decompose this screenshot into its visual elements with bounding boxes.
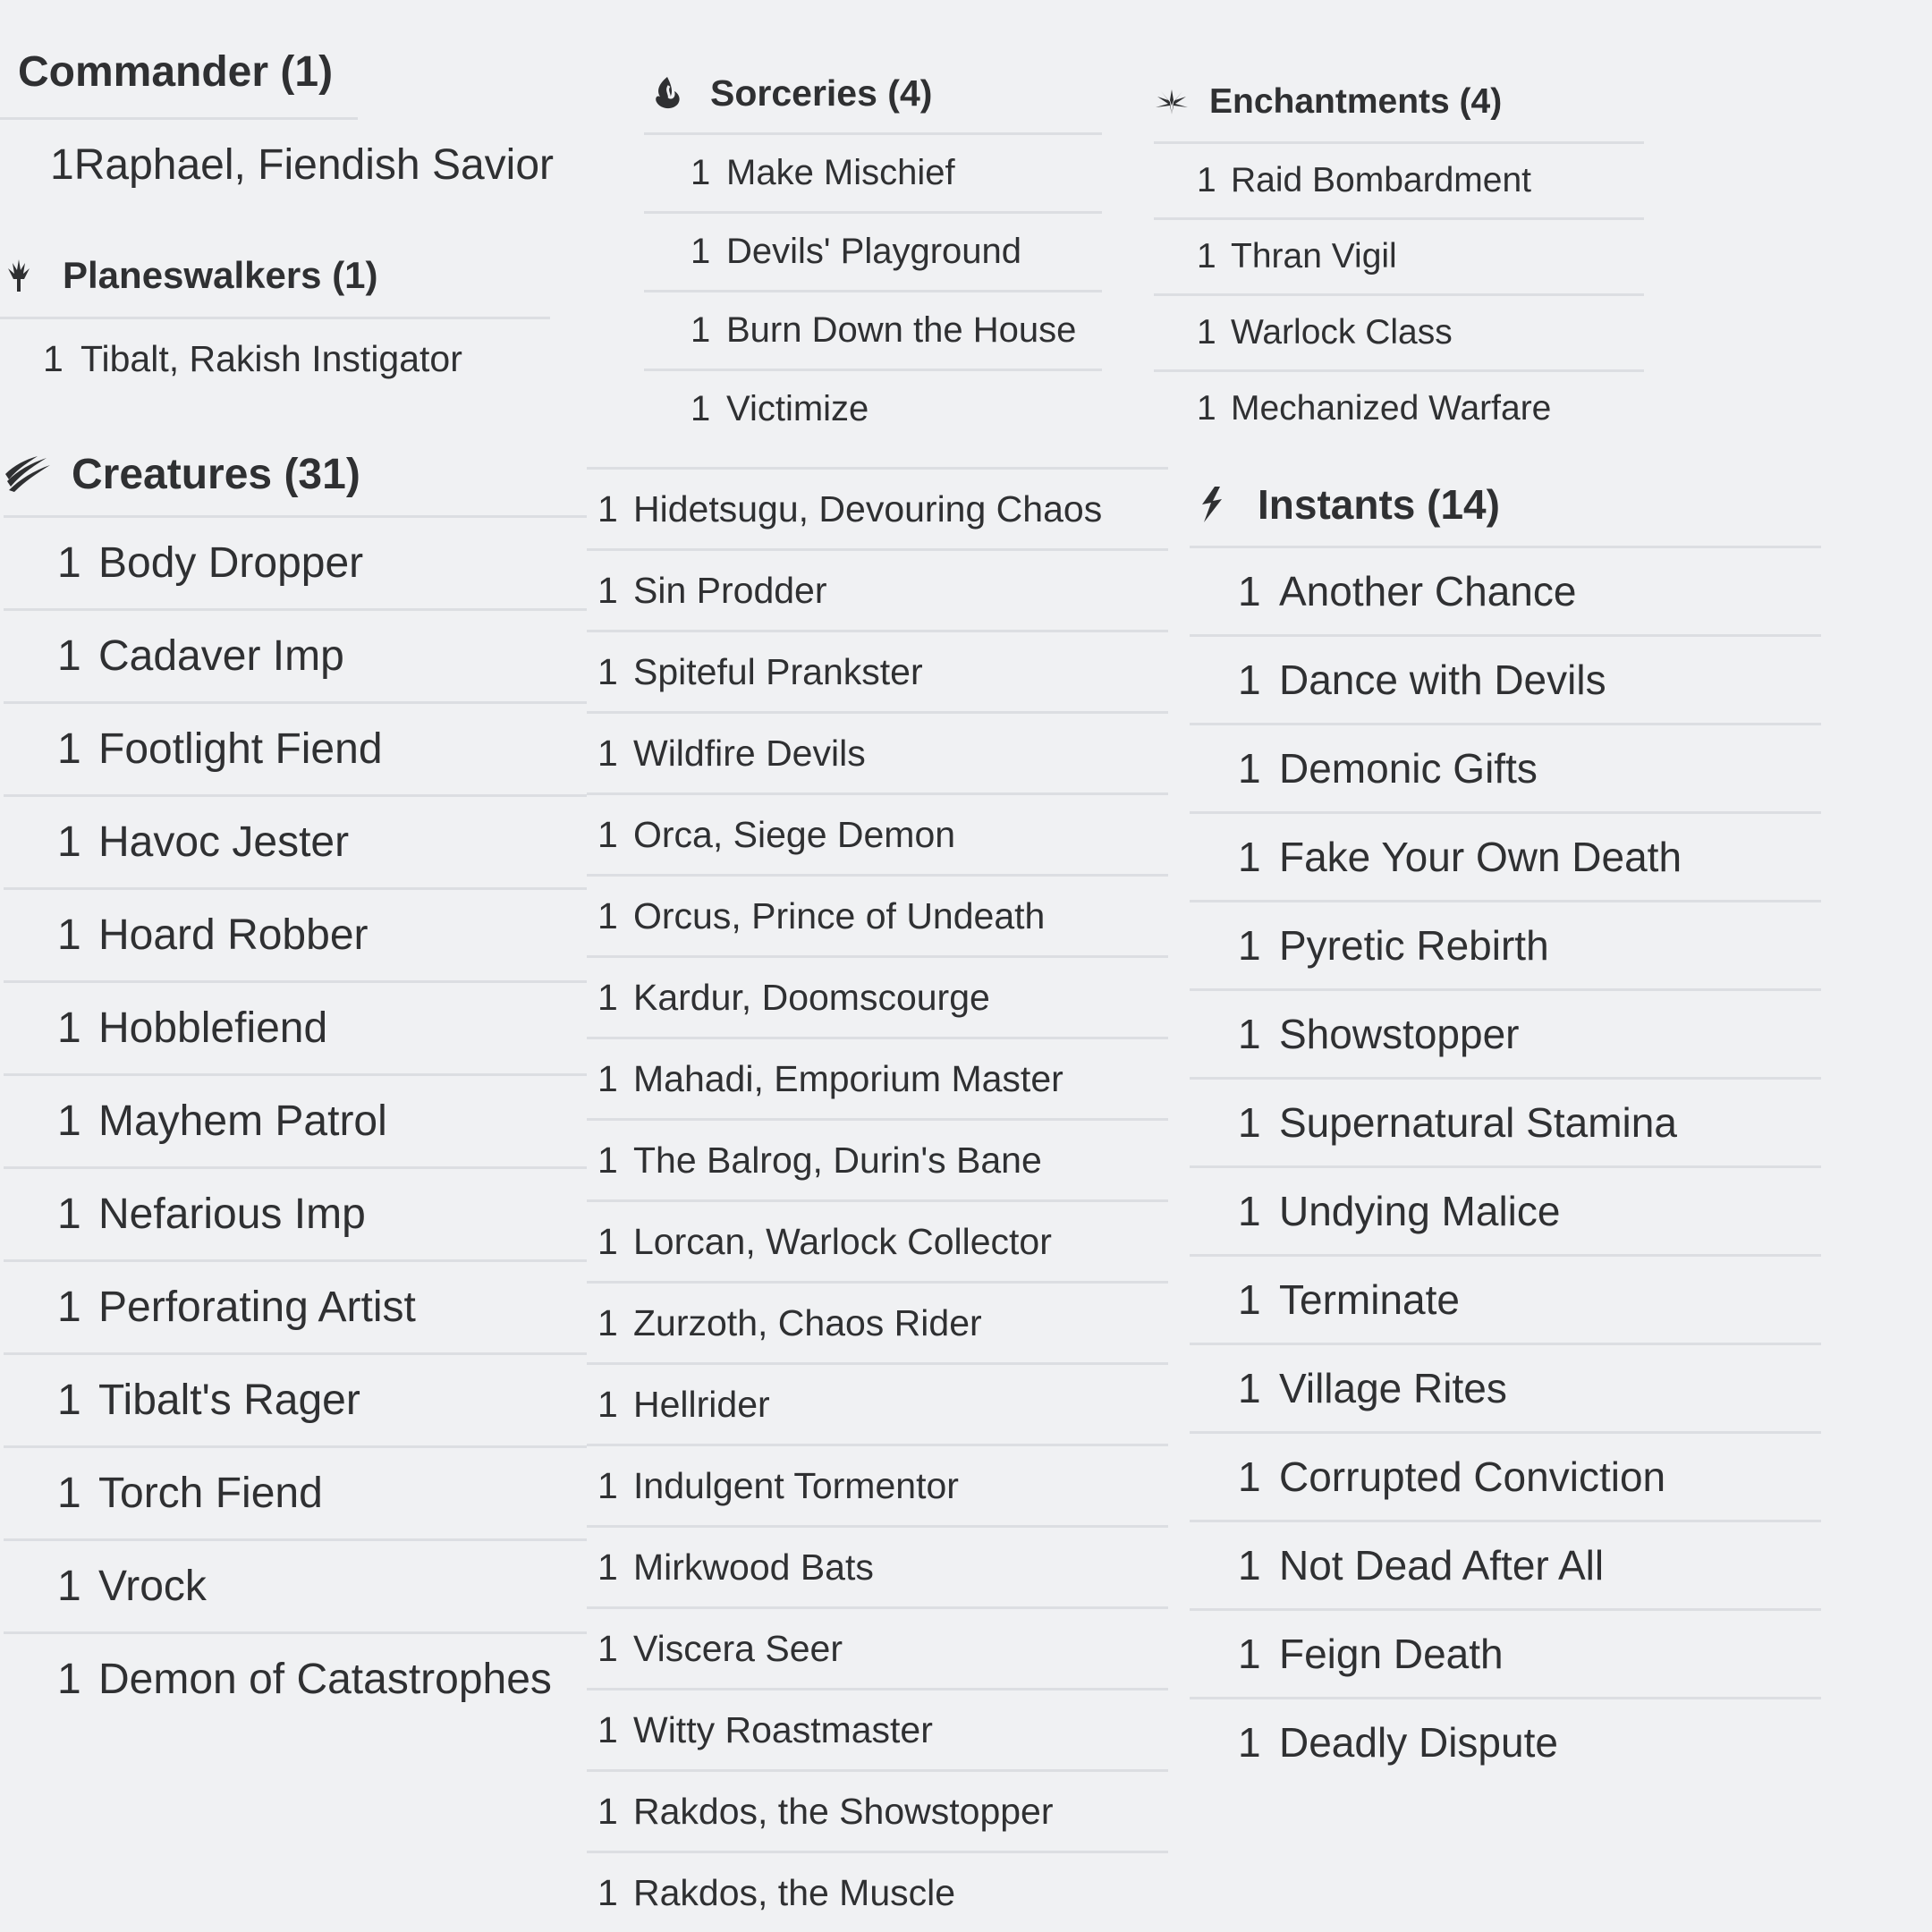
card-row[interactable] [1190, 1434, 1821, 1522]
card-row[interactable] [587, 470, 1168, 551]
card-name[interactable]: Orcus, Prince of Undeath [633, 894, 1046, 936]
card-name[interactable]: Zurzoth, Chaos Rider [633, 1301, 982, 1343]
section-title: Enchantments (4) [1209, 82, 1503, 121]
card-quantity: 1 [1238, 568, 1261, 614]
card-row[interactable] [1190, 725, 1821, 814]
card-quantity: 1 [57, 1004, 81, 1052]
card-quantity: 1 [597, 1871, 618, 1913]
card-quantity: 1 [57, 1377, 81, 1424]
card-row[interactable] [4, 890, 587, 983]
card-row[interactable] [1190, 1522, 1821, 1611]
card-row[interactable] [587, 958, 1168, 1039]
card-name[interactable]: Showstopper [1279, 1011, 1520, 1057]
card-row[interactable] [644, 135, 1102, 214]
card-row[interactable] [1154, 144, 1644, 220]
section-title: Instants (14) [1258, 481, 1500, 528]
card-quantity: 1 [57, 539, 81, 587]
card-quantity: 1 [597, 813, 618, 855]
card-quantity: 1 [597, 976, 618, 1018]
card-row[interactable] [644, 371, 1102, 447]
card-row[interactable] [4, 1541, 587, 1634]
card-row[interactable] [0, 319, 550, 398]
card-row[interactable] [4, 1076, 587, 1169]
card-name[interactable]: Demon of Catastrophes [98, 1656, 552, 1703]
card-name[interactable]: Spiteful Prankster [633, 650, 923, 692]
enchantments-section [1154, 63, 1644, 445]
card-quantity: 1 [1197, 389, 1216, 428]
sorceries-section [644, 54, 1102, 447]
card-row[interactable] [587, 1121, 1168, 1202]
instants-section [1190, 463, 1821, 1785]
card-name[interactable]: Nefarious Imp [98, 1191, 366, 1238]
card-name[interactable]: Feign Death [1279, 1631, 1504, 1677]
card-quantity: 1 [597, 894, 618, 936]
card-name[interactable]: Devils' Playground [726, 232, 1022, 271]
section-title: Commander (1) [18, 48, 334, 96]
card-row[interactable] [587, 714, 1168, 795]
card-row[interactable] [587, 1690, 1168, 1772]
card-quantity: 1 [597, 732, 618, 774]
card-name[interactable]: Viscera Seer [633, 1627, 843, 1669]
card-row[interactable] [1154, 296, 1644, 372]
card-quantity: 1 [597, 1139, 618, 1181]
card-row[interactable] [1190, 991, 1821, 1080]
card-row[interactable] [587, 1202, 1168, 1284]
card-row[interactable] [1190, 902, 1821, 991]
card-row[interactable] [644, 214, 1102, 292]
card-quantity: 1 [1238, 657, 1261, 703]
sorcery-flame-icon [644, 75, 710, 111]
card-name[interactable]: Thran Vigil [1231, 237, 1397, 275]
card-row[interactable] [587, 1446, 1168, 1528]
card-row[interactable] [4, 1355, 587, 1448]
card-quantity: 1 [1238, 1099, 1261, 1146]
card-row[interactable] [4, 1169, 587, 1262]
card-name[interactable]: Hobblefiend [98, 1004, 328, 1052]
card-row[interactable] [1190, 637, 1821, 725]
card-row[interactable] [1190, 1257, 1821, 1345]
card-row[interactable] [1190, 1168, 1821, 1257]
card-name[interactable]: Undying Malice [1279, 1188, 1561, 1234]
card-name[interactable]: Raid Bombardment [1231, 161, 1531, 199]
card-quantity: 1 [57, 1191, 81, 1238]
card-quantity: 1 [691, 232, 711, 271]
section-header-enchantments [1154, 63, 1644, 144]
card-name[interactable]: Dance with Devils [1279, 657, 1606, 703]
card-name[interactable]: Cadaver Imp [98, 632, 344, 680]
planeswalker-icon [0, 258, 63, 293]
card-quantity: 1 [597, 1546, 618, 1588]
card-name[interactable]: Deadly Dispute [1279, 1719, 1558, 1766]
card-quantity: 1 [57, 911, 81, 959]
card-quantity: 1 [1238, 1276, 1261, 1323]
card-row[interactable] [587, 1609, 1168, 1690]
card-name[interactable]: Make Mischief [726, 153, 955, 192]
section-title: Planeswalkers (1) [63, 254, 378, 296]
card-name[interactable]: Witty Roastmaster [633, 1708, 933, 1750]
card-row[interactable] [644, 292, 1102, 371]
card-name[interactable]: Hellrider [633, 1383, 770, 1425]
card-row[interactable] [587, 795, 1168, 877]
card-name[interactable]: Supernatural Stamina [1279, 1099, 1677, 1146]
card-row[interactable] [1154, 220, 1644, 296]
card-name[interactable]: Not Dead After All [1279, 1542, 1605, 1589]
card-name[interactable]: Corrupted Conviction [1279, 1453, 1666, 1500]
instant-bolt-icon [1190, 485, 1258, 524]
card-row[interactable] [587, 1528, 1168, 1609]
card-name[interactable]: Tibalt, Rakish Instigator [80, 337, 462, 379]
commander-section [0, 27, 554, 209]
card-name[interactable]: The Balrog, Durin's Bane [633, 1139, 1042, 1181]
creature-claw-icon [4, 454, 72, 494]
card-quantity: 1 [597, 650, 618, 692]
card-name[interactable]: Vrock [98, 1563, 207, 1610]
card-quantity: 1 [597, 1220, 618, 1262]
card-row[interactable] [4, 704, 587, 797]
card-row[interactable] [1154, 372, 1644, 445]
enchantment-burst-icon [1154, 88, 1209, 116]
card-name[interactable]: Demonic Gifts [1279, 745, 1538, 792]
card-row[interactable] [4, 518, 587, 611]
card-quantity: 1 [1238, 834, 1261, 880]
card-quantity: 1 [597, 1790, 618, 1832]
card-name[interactable]: Warlock Class [1231, 313, 1453, 352]
card-name[interactable]: Raphael, Fiendish Savior [73, 140, 554, 189]
section-header-creatures [4, 433, 587, 518]
creatures-section-continued [587, 467, 1168, 1932]
card-row[interactable] [4, 797, 587, 890]
card-row[interactable] [4, 1448, 587, 1541]
section-title: Sorceries (4) [710, 72, 933, 114]
card-quantity: 1 [691, 310, 711, 350]
card-row[interactable] [4, 611, 587, 704]
card-name[interactable]: Tibalt's Rager [98, 1377, 360, 1424]
card-name[interactable]: Havoc Jester [98, 818, 350, 866]
card-quantity: 1 [1238, 1453, 1261, 1500]
section-header-instants [1190, 463, 1821, 548]
card-name[interactable]: Hoard Robber [98, 911, 369, 959]
card-quantity: 1 [597, 1708, 618, 1750]
card-row[interactable] [587, 877, 1168, 958]
card-quantity: 1 [1238, 1719, 1261, 1766]
card-quantity: 1 [1197, 237, 1216, 275]
card-quantity: 1 [57, 632, 81, 680]
card-row[interactable] [587, 1284, 1168, 1365]
card-name[interactable]: Mahadi, Emporium Master [633, 1057, 1063, 1099]
card-name[interactable]: Orca, Siege Demon [633, 813, 956, 855]
card-name[interactable]: Fake Your Own Death [1279, 834, 1682, 880]
section-header-commander [0, 27, 358, 120]
card-row[interactable] [1190, 1699, 1821, 1785]
card-name[interactable]: Mirkwood Bats [633, 1546, 874, 1588]
card-quantity: 1 [43, 337, 64, 379]
card-name[interactable]: Body Dropper [98, 539, 364, 587]
card-quantity: 1 [1238, 1365, 1261, 1411]
card-quantity: 1 [597, 1301, 618, 1343]
card-quantity: 1 [57, 1097, 81, 1145]
card-quantity: 1 [1238, 1011, 1261, 1057]
card-row[interactable] [587, 1853, 1168, 1932]
card-quantity: 1 [57, 1563, 81, 1610]
card-quantity: 1 [691, 153, 711, 192]
card-name[interactable]: Terminate [1279, 1276, 1460, 1323]
card-quantity: 1 [597, 1464, 618, 1506]
card-name[interactable]: Wildfire Devils [633, 732, 866, 774]
card-row[interactable] [587, 1772, 1168, 1853]
card-quantity: 1 [597, 487, 618, 530]
card-name[interactable]: Indulgent Tormentor [633, 1464, 959, 1506]
card-name[interactable]: Footlight Fiend [98, 725, 383, 773]
card-quantity: 1 [57, 1470, 81, 1517]
creatures-section [4, 433, 587, 1724]
card-name[interactable]: Another Chance [1279, 568, 1577, 614]
card-name[interactable]: Sin Prodder [633, 569, 827, 611]
card-name[interactable]: Torch Fiend [98, 1470, 323, 1517]
card-quantity: 1 [1197, 161, 1216, 199]
card-quantity: 1 [1197, 313, 1216, 352]
planeswalkers-section [0, 234, 550, 398]
card-row[interactable] [587, 1365, 1168, 1446]
card-quantity: 1 [1238, 1542, 1261, 1589]
card-quantity: 1 [57, 1656, 81, 1703]
card-name[interactable]: Kardur, Doomscourge [633, 976, 990, 1018]
card-row[interactable] [4, 983, 587, 1076]
section-title: Creatures (31) [72, 450, 360, 498]
card-name[interactable]: Rakdos, the Showstopper [633, 1790, 1054, 1832]
card-quantity: 1 [691, 389, 711, 428]
card-row[interactable] [587, 1039, 1168, 1121]
section-header-planeswalkers [0, 234, 550, 319]
card-row[interactable] [1190, 1345, 1821, 1434]
card-name[interactable]: Victimize [726, 389, 869, 428]
card-quantity: 1 [57, 1284, 81, 1331]
card-quantity: 1 [597, 1383, 618, 1425]
card-quantity: 1 [1238, 1188, 1261, 1234]
card-quantity: 1 [57, 725, 81, 773]
card-row[interactable] [1190, 1611, 1821, 1699]
card-name[interactable]: Pyretic Rebirth [1279, 922, 1549, 969]
card-quantity: 1 [57, 818, 81, 866]
card-name[interactable]: Lorcan, Warlock Collector [633, 1220, 1052, 1262]
card-name[interactable]: Mechanized Warfare [1231, 389, 1552, 428]
card-name[interactable]: Rakdos, the Muscle [633, 1871, 956, 1913]
card-quantity: 1 [1238, 745, 1261, 792]
card-row[interactable] [587, 632, 1168, 714]
card-quantity: 1 [597, 1057, 618, 1099]
card-name[interactable]: Village Rites [1279, 1365, 1507, 1411]
card-row[interactable] [587, 551, 1168, 632]
card-row[interactable] [4, 1262, 587, 1355]
card-row[interactable] [1190, 1080, 1821, 1168]
card-quantity: 1 [1238, 922, 1261, 969]
card-row[interactable] [1190, 814, 1821, 902]
card-row[interactable] [1190, 548, 1821, 637]
card-quantity: 1 [1238, 1631, 1261, 1677]
card-name[interactable]: Hidetsugu, Devouring Chaos [633, 487, 1103, 530]
card-quantity: 1 [597, 569, 618, 611]
card-quantity: 1 [50, 140, 74, 189]
section-header-sorceries [644, 54, 1102, 135]
card-quantity: 1 [597, 1627, 618, 1669]
card-name[interactable]: Mayhem Patrol [98, 1097, 387, 1145]
card-name[interactable]: Perforating Artist [98, 1284, 416, 1331]
card-row[interactable] [0, 120, 554, 209]
card-row[interactable] [4, 1634, 587, 1724]
card-name[interactable]: Burn Down the House [726, 310, 1077, 350]
